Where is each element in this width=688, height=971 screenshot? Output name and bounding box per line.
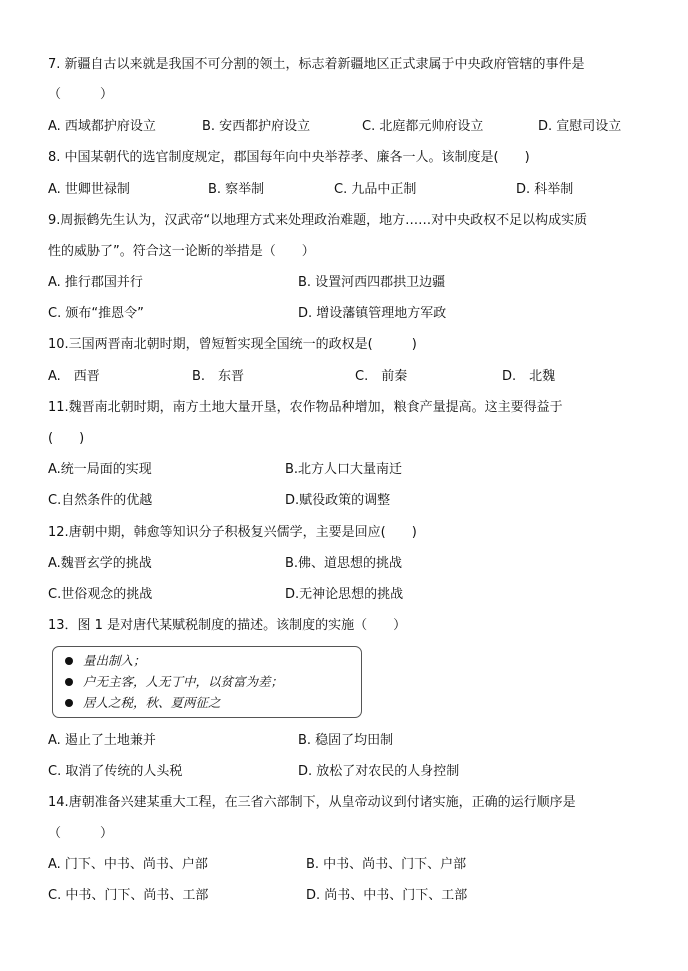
question-12-option-a: A.魏晋玄学的挑战 xyxy=(48,556,152,571)
figure-1-line-1-text: 量出制入； xyxy=(83,653,146,668)
question-10-option-c: C. 前秦 xyxy=(355,369,408,384)
question-11-blank: ( ) xyxy=(48,431,85,446)
question-10-option-a: A. 西晋 xyxy=(48,369,100,384)
question-9-stem-line-2: 性的威胁了”。符合这一论断的举措是（ ） xyxy=(48,244,315,259)
question-10-option-b: B. 东晋 xyxy=(192,369,245,384)
question-13-option-d: D. 放松了对农民的人身控制 xyxy=(298,764,460,779)
question-7-option-d: D. 宣慰司设立 xyxy=(538,119,622,134)
question-9-option-d: D. 增设藩镇管理地方军政 xyxy=(298,306,447,321)
question-9-option-a: A. 推行郡国并行 xyxy=(48,275,143,290)
figure-1-line-2-text: 户无主客，人无丁中，以贫富为差； xyxy=(83,674,284,689)
question-14-option-c: C. 中书、门下、尚书、工部 xyxy=(48,888,209,903)
question-14-option-a: A. 门下、中书、尚书、户部 xyxy=(48,857,208,872)
question-14-option-d: D. 尚书、中书、门下、工部 xyxy=(306,888,468,903)
figure-1-line-3-text: 居人之税，秋、夏两征之 xyxy=(83,695,221,710)
question-8-option-c: C. 九品中正制 xyxy=(334,182,417,197)
question-9-option-c: C. 颁布“推恩令” xyxy=(48,306,144,321)
figure-1-box xyxy=(52,646,362,718)
question-13-option-c: C. 取消了传统的人头税 xyxy=(48,764,183,779)
question-7-option-b: B. 安西都护府设立 xyxy=(202,119,311,134)
question-12-option-c: C.世俗观念的挑战 xyxy=(48,587,153,602)
question-7-stem: 7. 新疆自古以来就是我国不可分割的领土，标志着新疆地区正式隶属于中央政府管辖的事件是 xyxy=(48,57,585,72)
figure-1-line-2 xyxy=(65,674,283,690)
question-14-option-b: B. 中书、尚书、门下、户部 xyxy=(306,857,467,872)
question-14-stem: 14.唐朝准备兴建某重大工程，在三省六部制下，从皇帝动议到付诸实施，正确的运行顺序是 xyxy=(48,795,576,810)
question-8-option-d: D. 科举制 xyxy=(516,182,574,197)
question-9-stem-line-1: 9.周振鹤先生认为，汉武帝“以地理方式来处理政治难题，地方……对中央政权不足以构成实质 xyxy=(48,213,588,228)
question-11-option-c: C.自然条件的优越 xyxy=(48,493,153,508)
question-11-stem: 11.魏晋南北朝时期，南方土地大量开垦，农作物品种增加，粮食产量提高。这主要得益于 xyxy=(48,400,563,415)
question-7-blank: （ ） xyxy=(48,87,114,102)
question-8-option-a: A. 世卿世禄制 xyxy=(48,182,130,197)
question-8-option-b: B. 察举制 xyxy=(208,182,265,197)
question-11-option-b: B.北方人口大量南迁 xyxy=(285,462,403,477)
figure-1-line-1 xyxy=(65,653,146,669)
question-7-option-a: A. 西域都护府设立 xyxy=(48,119,156,134)
question-11-option-d: D.赋役政策的调整 xyxy=(285,493,391,508)
question-14-blank: （ ） xyxy=(48,826,114,841)
bullet-icon xyxy=(65,678,73,686)
question-13-option-b: B. 稳固了均田制 xyxy=(298,733,394,748)
question-11-option-a: A.统一局面的实现 xyxy=(48,462,152,477)
bullet-icon xyxy=(65,657,73,665)
figure-1-line-3 xyxy=(65,695,221,711)
question-10-stem: 10.三国两晋南北朝时期，曾短暂实现全国统一的政权是( ) xyxy=(48,337,417,352)
bullet-icon xyxy=(65,699,73,707)
question-7-option-c: C. 北庭都元帅府设立 xyxy=(362,119,484,134)
question-9-option-b: B. 设置河西四郡拱卫边疆 xyxy=(298,275,446,290)
question-13-stem: 13．图 1 是对唐代某赋税制度的描述。该制度的实施（ ） xyxy=(48,618,407,633)
question-8-stem: 8. 中国某朝代的选官制度规定，郡国每年向中央举荐孝、廉各一人。该制度是( ) xyxy=(48,150,530,165)
question-12-option-b: B.佛、道思想的挑战 xyxy=(285,556,403,571)
question-10-option-d: D. 北魏 xyxy=(502,369,556,384)
question-13-option-a: A. 遏止了土地兼并 xyxy=(48,733,156,748)
question-12-stem: 12.唐朝中期，韩愈等知识分子积极复兴儒学，主要是回应( ) xyxy=(48,525,417,540)
question-12-option-d: D.无神论思想的挑战 xyxy=(285,587,404,602)
